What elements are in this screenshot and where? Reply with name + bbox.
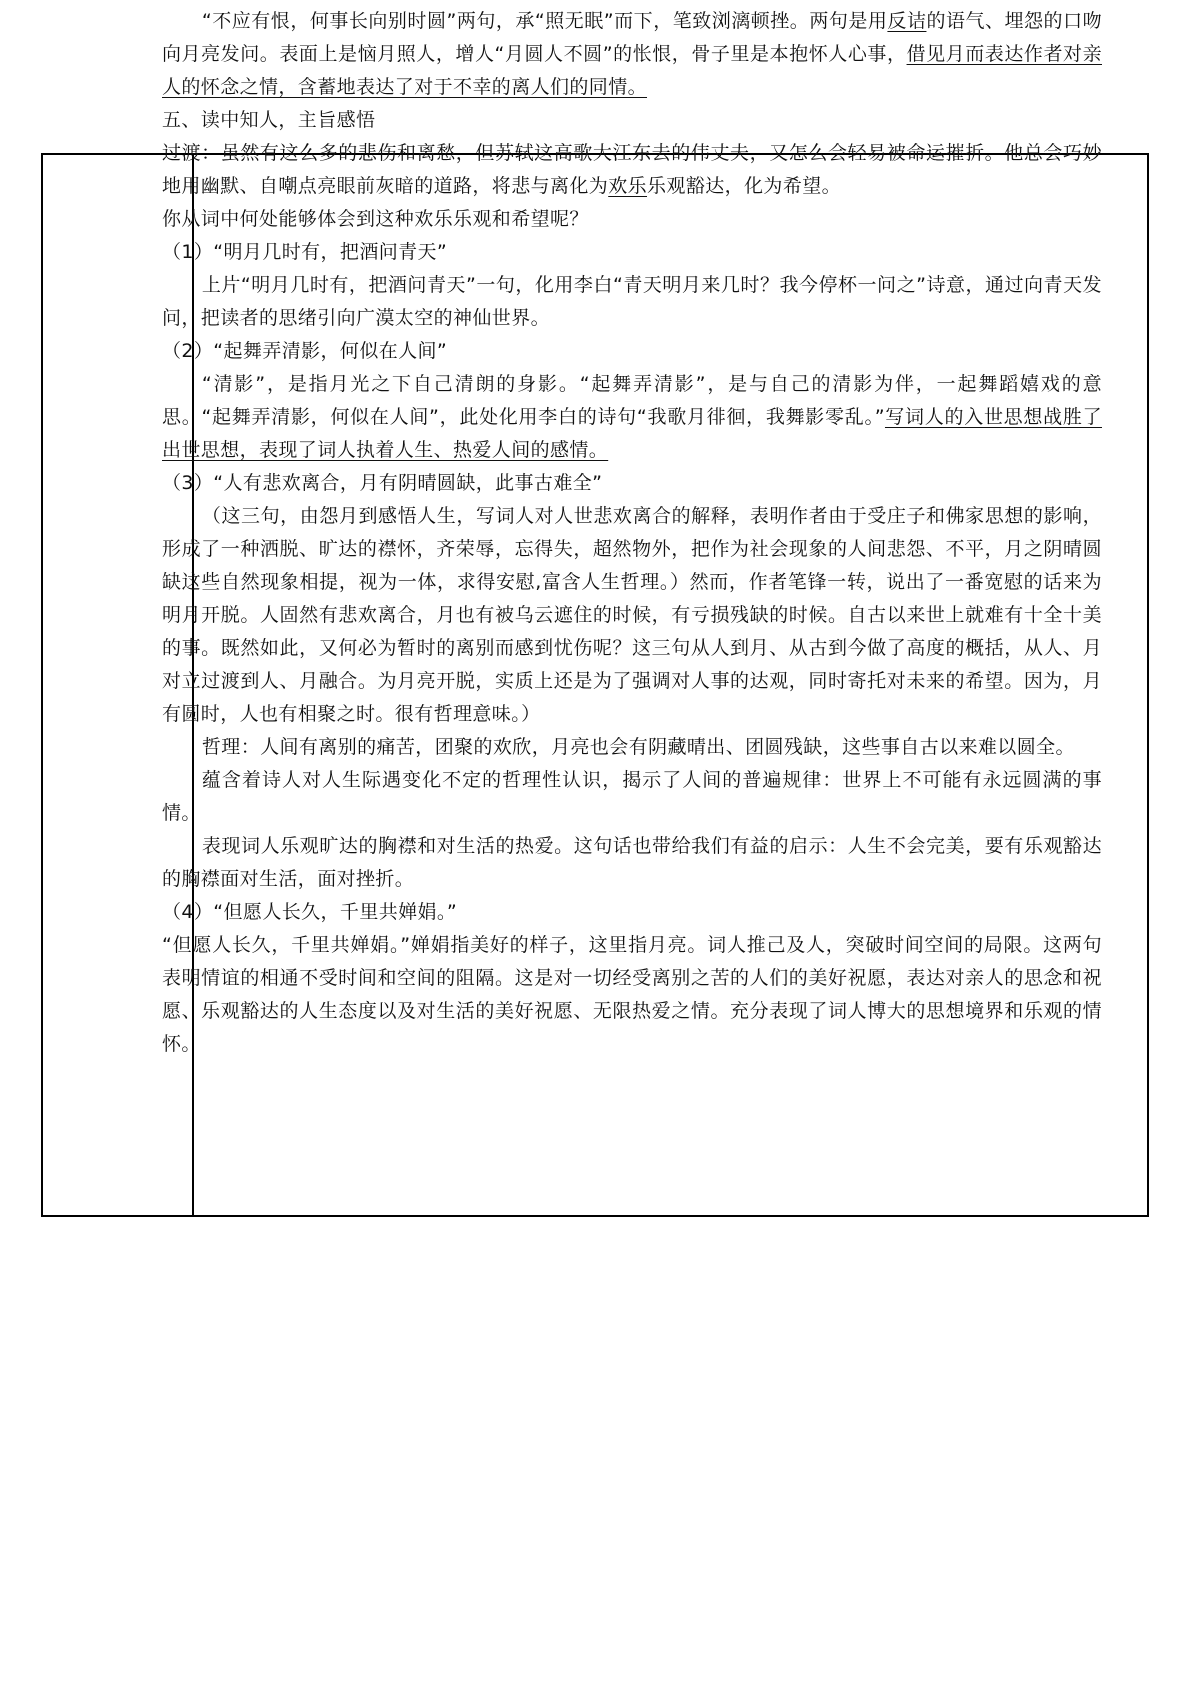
section-heading-five: 五、读中知人，主旨感悟 — [162, 109, 376, 131]
text-span: “不应有恨，何事长向别时圆”两句，承“照无眠”而下，笔致浏漓顿挫。两句是用 — [201, 10, 888, 32]
underlined-text: 反诘 — [887, 10, 927, 32]
item-text-4: “但愿人长久，千里共婵娟。”婵娟指美好的样子，这里指月亮。词人推己及人，突破时间空间的局限。这两句表明情谊的相通不受时间和空间的阻隔。这是对一切经受离别之苦的人们的美好祝愿，表达对亲人的思念和祝愿、乐观豁达的人生态度以及对生活的美好祝愿、无限热爱之情。充分表现了词人博大的思想境界和乐观的情怀。 — [162, 934, 1102, 1055]
item-text-3-insight: 蕴含着诗人对人生际遇变化不定的哲理性认识，揭示了人间的普遍规律：世界上不可能有永远圆满的事情。 — [162, 769, 1102, 824]
item-text-1: 上片“明月几时有，把酒问青天”一句，化用李白“青天明月来几时？我今停杯一问之”诗意，通过向青天发问，把读者的思绪引向广漠太空的神仙世界。 — [162, 274, 1102, 329]
item-title-1: （1）“明月几时有，把酒问青天” — [162, 241, 448, 263]
text-span: 乐观豁达，化为希望。 — [647, 175, 842, 197]
paragraph-transition — [162, 137, 1102, 203]
underlined-text: 欢乐 — [608, 175, 648, 197]
paragraph-rhetorical-question — [162, 5, 1102, 104]
text-span: “清影”，是指月光之下自己清朗的身影。“起舞弄清影”，是与自己的清影为伴，一起舞蹈嬉戏的意思。“起舞弄清影，何似在人间”，此处化用李白的诗句“我歌月徘徊，我舞影零乱。” — [162, 373, 1102, 428]
item-text-3-expression: 表现词人乐观旷达的胸襟和对生活的热爱。这句话也带给我们有益的启示：人生不会完美，要有乐观豁达的胸襟面对生活，面对挫折。 — [162, 835, 1102, 890]
paragraph-question: 你从词中何处能够体会到这种欢乐乐观和希望呢？ — [162, 208, 589, 230]
item-title-2: （2）“起舞弄清影，何似在人间” — [162, 340, 448, 362]
item-text-3: （这三句，由怨月到感悟人生，写词人对人世悲欢离合的解释，表明作者由于受庄子和佛家思想的影响，形成了一种洒脱、旷达的襟怀，齐荣辱，忘得失，超然物外，把作为社会现象的人间悲怨、不平，月之阴晴圆缺这些自然现象相提，视为一体，求得安慰,富含人生哲理。）然而，作者笔锋一转，说出了一番宽慰的话来为明月开脱。人固然有悲欢离合，月也有被乌云遮住的时候，有亏损残缺的时候。自古以来世上就难有十全十美的事。既然如此，又何必为暂时的离别而感到忧伤呢？这三句从人到月、从古到今做了高度的概括，从人、月对立过渡到人、月融合。为月亮开脱，实质上还是为了强调对人事的达观，同时寄托对未来的希望。因为，月有圆时，人也有相聚之时。很有哲理意味。） — [162, 505, 1102, 725]
text-span: 的语气、埋怨的口吻向月亮发问。表面上是恼月照人，增人“月圆人不圆”的怅恨，骨子里是本抱怀人心事， — [162, 10, 1102, 65]
item-text-3-philosophy: 哲理：人间有离别的痛苦，团聚的欢欣，月亮也会有阴藏晴出、团圆残缺，这些事自古以来难以圆全。 — [201, 736, 1075, 758]
item-title-4: （4）“但愿人长久，千里共婵娟。” — [162, 901, 458, 923]
underlined-text: 写词人的入世思想战胜了出世思想，表现了词人执着人生、热爱人间的感情。 — [162, 406, 1102, 461]
underlined-text: 借见月而表达作者对亲人的怀念之情，含蓄地表达了对于不幸的离人们的同情。 — [162, 43, 1102, 98]
item-title-3: （3）“人有悲欢离合，月有阴晴圆缺，此事古难全” — [162, 472, 603, 494]
content-cell — [162, 5, 1102, 1061]
text-span: 过渡：虽然有这么多的悲伤和离愁，但苏轼这高歌大江东去的伟丈夫，又怎么会轻易被命运摧折。他总会巧妙地用幽默、自嘲点亮眼前灰暗的道路，将悲与离化为 — [162, 142, 1102, 197]
item-text-2 — [162, 368, 1102, 467]
